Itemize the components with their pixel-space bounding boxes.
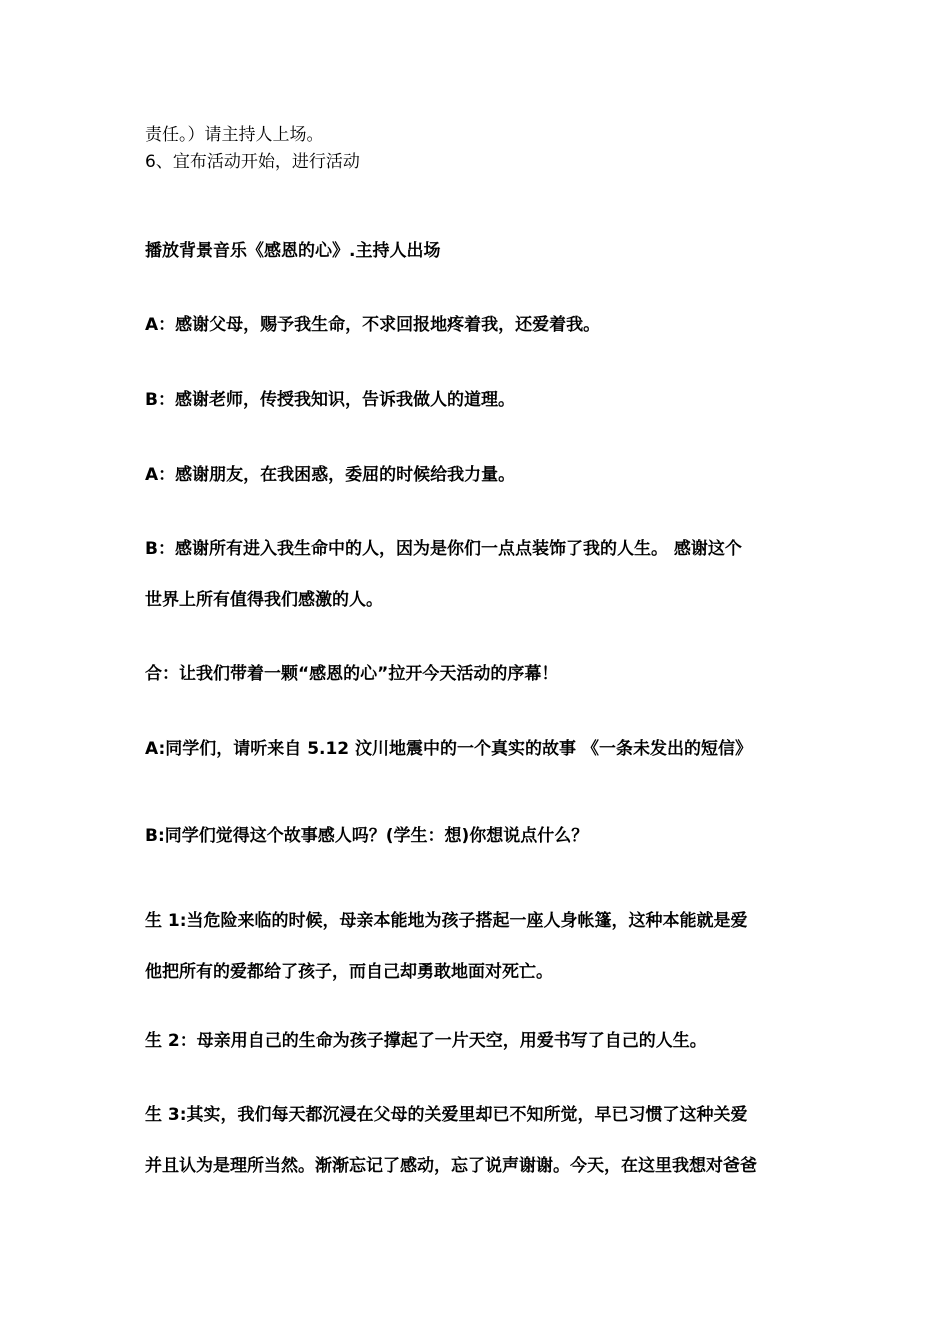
text-line-9: 合：让我们带着一颗“感恩的心”拉开今天活动的序幕！ [145, 664, 559, 684]
text-line-1: 责任。）请主持人上场。 [145, 125, 324, 145]
text-line-13: 他把所有的爱都给了孩子，而自己却勇敢地面对死亡。 [145, 962, 553, 982]
text-line-11: B:同学们觉得这个故事感人吗？(学生：想)你想说点什么？ [145, 826, 589, 846]
text-line-5: B：感谢老师，传授我知识，告诉我做人的道理。 [145, 390, 515, 410]
text-line-4: A：感谢父母，赐予我生命，不求回报地疼着我，还爱着我。 [145, 315, 601, 335]
text-line-12: 生 1:当危险来临的时候，母亲本能地为孩子搭起一座人身帐篷，这种本能就是爱 [145, 911, 748, 931]
text-line-3: 播放背景音乐《感恩的心》.主持人出场 [145, 241, 441, 261]
text-line-10: A:同学们，请听来自 5.12 汶川地震中的一个真实的故事 《一条未发出的短信》 [145, 739, 752, 759]
text-line-14: 生 2：母亲用自己的生命为孩子撑起了一片天空，用爱书写了自己的人生。 [145, 1031, 707, 1051]
text-line-15: 生 3:其实，我们每天都沉浸在父母的关爱里却已不知所觉，早已习惯了这种关爱 [145, 1105, 748, 1125]
text-line-16: 并且认为是理所当然。渐渐忘记了感动，忘了说声谢谢。今天，在这里我想对爸爸 [145, 1156, 757, 1176]
text-line-7: B：感谢所有进入我生命中的人，因为是你们一点点装饰了我的人生。 感谢这个 [145, 539, 742, 559]
text-line-8: 世界上所有值得我们感激的人。 [145, 590, 383, 610]
text-line-6: A：感谢朋友，在我困惑，委屈的时候给我力量。 [145, 465, 516, 485]
text-line-2: 6、宜布活动开始，进行活动 [145, 152, 360, 172]
